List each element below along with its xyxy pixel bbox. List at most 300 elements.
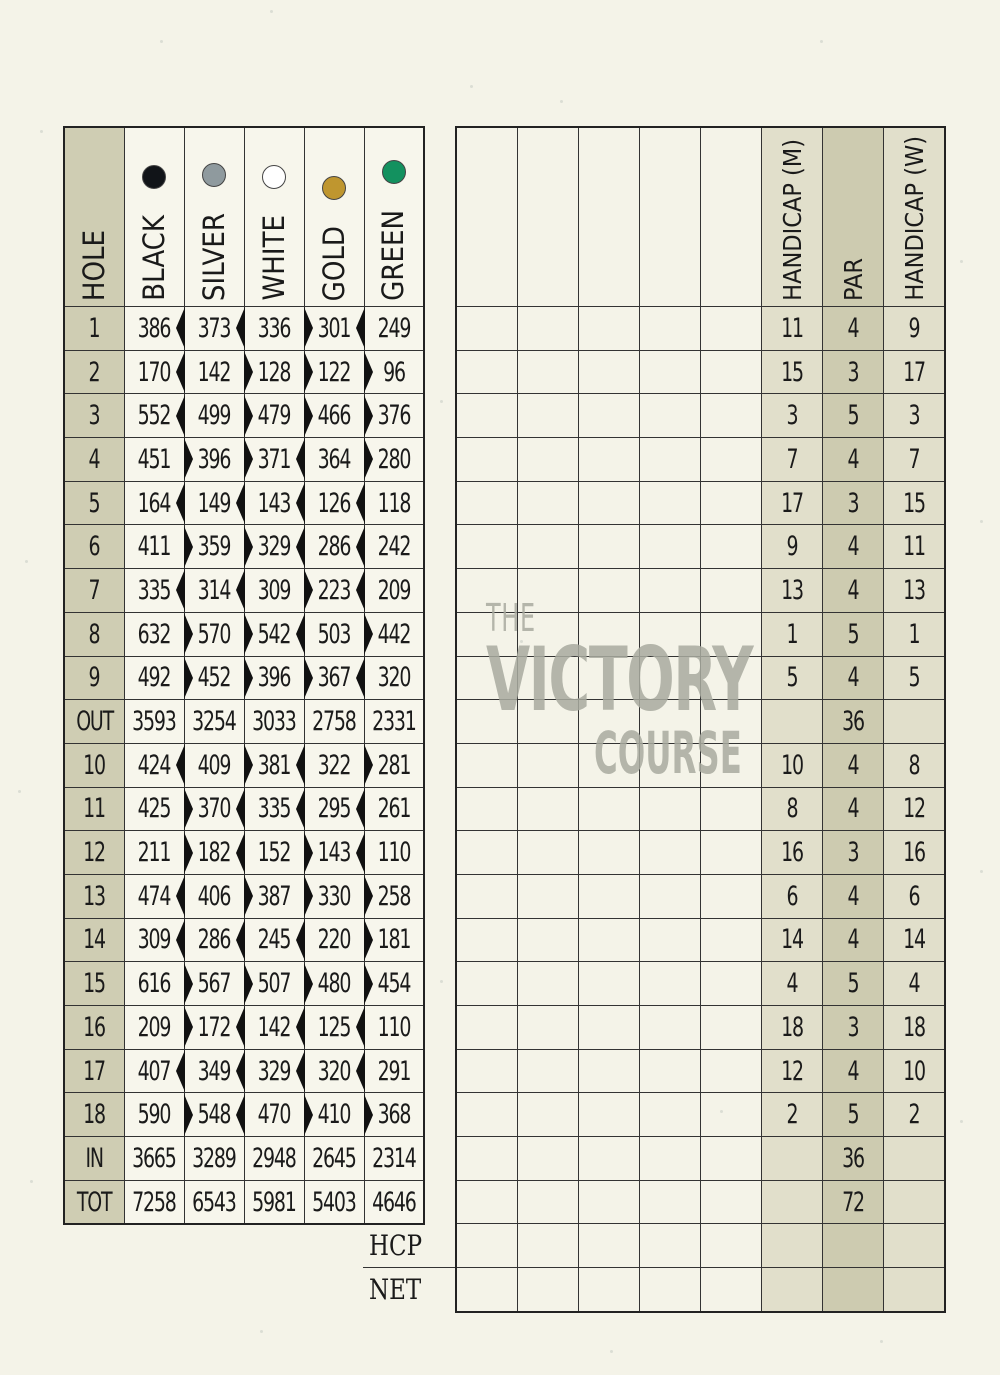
yardage-cell: 3033 [244, 700, 304, 744]
score-entry-cell[interactable] [518, 918, 579, 962]
yardage-cell: 329 [244, 1049, 304, 1093]
arrow-right-icon [364, 919, 373, 961]
score-entry-cell[interactable] [518, 1006, 579, 1050]
yardage-cell: 335 [124, 569, 184, 613]
score-row [456, 1006, 945, 1050]
paper-speck [160, 40, 163, 43]
score-entry-cell[interactable] [579, 1268, 640, 1312]
score-entry-cell[interactable] [579, 438, 640, 482]
arrow-right-icon [304, 657, 313, 699]
yardage-cell: 552 [124, 394, 184, 438]
score-entry-cell[interactable] [701, 743, 762, 787]
yardage-cell: 410 [304, 1093, 364, 1137]
yardage-cell: 616 [124, 962, 184, 1006]
handicap-men-cell: 9 [762, 525, 823, 569]
arrow-right-icon [184, 613, 193, 655]
paper-speck [440, 980, 443, 983]
score-entry-cell[interactable] [579, 831, 640, 875]
arrow-left-icon [296, 788, 305, 830]
score-entry-cell[interactable] [640, 525, 701, 569]
score-row [456, 918, 945, 962]
score-row [456, 1268, 945, 1312]
score-entry-cell[interactable] [640, 1049, 701, 1093]
score-entry-cell[interactable] [640, 350, 701, 394]
score-entry-cell[interactable] [579, 918, 640, 962]
arrow-left-icon [176, 569, 185, 611]
handicap-men-cell [762, 700, 823, 744]
arrow-right-icon [304, 1094, 313, 1136]
arrow-right-icon [364, 351, 373, 393]
arrow-left-icon [356, 526, 365, 568]
yardage-cell: 110 [364, 1006, 424, 1050]
score-entry-cell[interactable] [701, 700, 762, 744]
score-row [456, 962, 945, 1006]
score-entry-cell[interactable] [518, 1137, 579, 1181]
score-entry-cell[interactable] [579, 1137, 640, 1181]
score-entry-cell[interactable] [579, 1049, 640, 1093]
score-entry-cell[interactable] [701, 1268, 762, 1312]
score-entry-cell[interactable] [640, 394, 701, 438]
score-entry-cell[interactable] [640, 1093, 701, 1137]
paper-speck [30, 1180, 33, 1183]
score-entry-cell[interactable] [518, 438, 579, 482]
arrow-left-icon [356, 657, 365, 699]
player-name-cell[interactable] [701, 127, 762, 307]
yardage-cell: 3593 [124, 700, 184, 744]
handicap-women-cell: 11 [884, 525, 946, 569]
arrow-left-icon [176, 875, 185, 917]
arrow-right-icon [244, 963, 253, 1005]
yardage-cell: 181 [364, 918, 424, 962]
par-cell: 3 [823, 350, 884, 394]
score-entry-cell[interactable] [456, 874, 518, 918]
par-cell: 5 [823, 612, 884, 656]
yardage-cell: 370 [184, 787, 244, 831]
player-name-cell[interactable] [579, 127, 640, 307]
tee-marker-gold-icon [322, 176, 346, 200]
score-entry-cell[interactable] [640, 656, 701, 700]
arrow-right-icon [304, 569, 313, 611]
score-row [456, 525, 945, 569]
score-entry-cell[interactable] [456, 481, 518, 525]
handicap-men-cell: 1 [762, 612, 823, 656]
yardage-cell: 142 [184, 350, 244, 394]
arrow-right-icon [244, 744, 253, 786]
handicap-men-cell: 6 [762, 874, 823, 918]
score-entry-cell[interactable] [701, 1224, 762, 1268]
paper-speck [960, 260, 963, 263]
score-entry-cell[interactable] [518, 1268, 579, 1312]
yardage-cell: 396 [184, 438, 244, 482]
yardage-cell: 3665 [124, 1137, 184, 1181]
hole-number: 15 [64, 962, 124, 1006]
score-entry-cell[interactable] [518, 1049, 579, 1093]
yardage-cell: 143 [244, 481, 304, 525]
yardage-cell: 2331 [364, 700, 424, 744]
yardage-cell: 172 [184, 1006, 244, 1050]
score-entry-cell[interactable] [456, 350, 518, 394]
yardage-cell: 3289 [184, 1137, 244, 1181]
yardage-row [64, 394, 424, 438]
score-entry-cell[interactable] [456, 394, 518, 438]
handicap-women-cell [884, 1137, 946, 1181]
score-entry-cell[interactable] [518, 962, 579, 1006]
handicap-men-cell: 8 [762, 787, 823, 831]
arrow-right-icon [244, 395, 253, 437]
score-entry-cell[interactable] [456, 700, 518, 744]
score-entry-cell[interactable] [579, 569, 640, 613]
yardage-cell: 470 [244, 1093, 304, 1137]
score-entry-cell[interactable] [701, 1049, 762, 1093]
yardage-cell: 295 [304, 787, 364, 831]
handicap-men-cell [762, 1224, 823, 1268]
score-entry-cell[interactable] [701, 787, 762, 831]
score-entry-cell[interactable] [640, 307, 701, 351]
tee-marker-white-icon [262, 165, 286, 189]
yardage-cell: 182 [184, 831, 244, 875]
arrow-right-icon [244, 657, 253, 699]
arrow-right-icon [184, 438, 193, 480]
score-entry-cell[interactable] [456, 1006, 518, 1050]
hole-number: OUT [64, 700, 124, 744]
score-entry-cell[interactable] [518, 743, 579, 787]
score-entry-cell[interactable] [518, 656, 579, 700]
paper-speck [820, 40, 823, 43]
score-entry-cell[interactable] [701, 307, 762, 351]
score-entry-cell[interactable] [518, 394, 579, 438]
yardage-row [64, 1049, 424, 1093]
yardage-cell: 335 [244, 787, 304, 831]
arrow-right-icon [304, 395, 313, 437]
score-entry-cell[interactable] [456, 787, 518, 831]
score-entry-cell[interactable] [701, 1006, 762, 1050]
par-cell: 3 [823, 481, 884, 525]
arrow-right-icon [244, 438, 253, 480]
yardage-cell: 406 [184, 874, 244, 918]
par-cell: 4 [823, 743, 884, 787]
score-entry-cell[interactable] [701, 831, 762, 875]
score-entry-cell[interactable] [640, 743, 701, 787]
arrow-left-icon [356, 832, 365, 874]
par-cell: 4 [823, 525, 884, 569]
score-entry-cell[interactable] [579, 656, 640, 700]
score-entry-cell[interactable] [640, 787, 701, 831]
score-entry-cell[interactable] [701, 569, 762, 613]
hole-number: 18 [64, 1093, 124, 1137]
yardage-cell: 143 [304, 831, 364, 875]
score-entry-cell[interactable] [579, 1224, 640, 1268]
score-row [456, 874, 945, 918]
score-entry-cell[interactable] [701, 438, 762, 482]
handicap-women-cell: 17 [884, 350, 946, 394]
score-entry-cell[interactable] [701, 394, 762, 438]
score-entry-cell[interactable] [640, 569, 701, 613]
yardage-cell: 291 [364, 1049, 424, 1093]
score-entry-cell[interactable] [518, 787, 579, 831]
par-cell: 36 [823, 700, 884, 744]
score-entry-cell[interactable] [640, 1268, 701, 1312]
score-entry-cell[interactable] [701, 1093, 762, 1137]
yardage-row [64, 1006, 424, 1050]
course-logo-watermark: THE VICTORY COURSE [486, 596, 753, 787]
handicap-men-cell: 17 [762, 481, 823, 525]
yardage-row [64, 569, 424, 613]
yardage-cell: 286 [184, 918, 244, 962]
score-entry-cell[interactable] [579, 612, 640, 656]
hole-number: 4 [64, 438, 124, 482]
yardage-cell: 320 [364, 656, 424, 700]
score-entry-cell[interactable] [640, 481, 701, 525]
hole-number: 16 [64, 1006, 124, 1050]
score-entry-cell[interactable] [640, 831, 701, 875]
handicap-men-cell: 18 [762, 1006, 823, 1050]
arrow-left-icon [176, 307, 185, 349]
score-entry-cell[interactable] [640, 700, 701, 744]
score-entry-cell[interactable] [518, 1180, 579, 1224]
score-entry-cell[interactable] [640, 918, 701, 962]
arrow-right-icon [364, 744, 373, 786]
score-entry-cell[interactable] [579, 350, 640, 394]
score-entry-cell[interactable] [518, 350, 579, 394]
score-row [456, 1049, 945, 1093]
arrow-left-icon [236, 1094, 245, 1136]
score-entry-cell[interactable] [456, 307, 518, 351]
score-entry-cell[interactable] [456, 1268, 518, 1312]
handicap-women-cell: 9 [884, 307, 946, 351]
yardage-cell: 245 [244, 918, 304, 962]
arrow-right-icon [364, 1094, 373, 1136]
score-entry-cell[interactable] [640, 1006, 701, 1050]
score-entry-cell[interactable] [640, 612, 701, 656]
score-entry-cell[interactable] [701, 918, 762, 962]
score-entry-cell[interactable] [518, 831, 579, 875]
score-entry-cell[interactable] [579, 1006, 640, 1050]
score-entry-cell[interactable] [518, 307, 579, 351]
handicap-women-cell: 8 [884, 743, 946, 787]
score-row [456, 350, 945, 394]
arrow-right-icon [184, 657, 193, 699]
score-entry-cell[interactable] [456, 525, 518, 569]
score-entry-cell[interactable] [456, 1137, 518, 1181]
yardage-cell: 149 [184, 481, 244, 525]
yardage-row [64, 525, 424, 569]
yardage-cell: 209 [364, 569, 424, 613]
handicap-women-header: HANDICAP (W) [884, 127, 946, 307]
par-cell: 4 [823, 918, 884, 962]
handicap-men-cell: 16 [762, 831, 823, 875]
paper-speck [980, 520, 983, 523]
yardage-row [64, 1093, 424, 1137]
score-row [456, 481, 945, 525]
score-entry-cell[interactable] [579, 1180, 640, 1224]
score-entry-cell[interactable] [640, 1224, 701, 1268]
yardage-cell: 314 [184, 569, 244, 613]
tee-header-silver [184, 127, 244, 307]
arrow-left-icon [356, 307, 365, 349]
score-entry-cell[interactable] [701, 612, 762, 656]
yardage-cell: 249 [364, 307, 424, 351]
score-entry-cell[interactable] [456, 612, 518, 656]
par-cell: 4 [823, 787, 884, 831]
yardage-cell: 128 [244, 350, 304, 394]
yardage-cell: 126 [304, 481, 364, 525]
score-entry-cell[interactable] [640, 438, 701, 482]
handicap-women-cell: 2 [884, 1093, 946, 1137]
score-entry-cell[interactable] [518, 700, 579, 744]
score-entry-cell[interactable] [701, 481, 762, 525]
yardage-cell: 359 [184, 525, 244, 569]
score-entry-cell[interactable] [579, 787, 640, 831]
score-entry-cell[interactable] [579, 700, 640, 744]
tee-header-black [124, 127, 184, 307]
arrow-left-icon [236, 919, 245, 961]
handicap-women-cell: 10 [884, 1049, 946, 1093]
paper-speck [18, 790, 21, 793]
paper-speck [270, 10, 273, 13]
score-entry-cell[interactable] [701, 1180, 762, 1224]
player-name-cell[interactable] [456, 127, 518, 307]
tee-marker-green-icon [382, 160, 406, 184]
par-cell: 5 [823, 962, 884, 1006]
yardage-cell: 466 [304, 394, 364, 438]
arrow-left-icon [176, 351, 185, 393]
yardage-row [64, 1180, 424, 1224]
arrow-right-icon [244, 351, 253, 393]
score-entry-cell[interactable] [640, 1180, 701, 1224]
yardage-cell: 373 [184, 307, 244, 351]
score-entry-cell[interactable] [518, 874, 579, 918]
score-entry-cell[interactable] [579, 525, 640, 569]
arrow-right-icon [364, 395, 373, 437]
yardage-cell: 329 [244, 525, 304, 569]
arrow-right-icon [184, 1094, 193, 1136]
arrow-right-icon [184, 788, 193, 830]
player-name-cell[interactable] [640, 127, 701, 307]
score-entry-cell[interactable] [518, 1224, 579, 1268]
score-entry-cell[interactable] [640, 874, 701, 918]
score-entry-cell[interactable] [579, 394, 640, 438]
score-entry-cell[interactable] [579, 874, 640, 918]
score-entry-cell[interactable] [579, 962, 640, 1006]
par-cell: 4 [823, 307, 884, 351]
yardage-row [64, 874, 424, 918]
score-entry-cell[interactable] [579, 1093, 640, 1137]
yardage-cell: 376 [364, 394, 424, 438]
arrow-left-icon [296, 482, 305, 524]
yardage-row [64, 962, 424, 1006]
handicap-men-cell: 13 [762, 569, 823, 613]
score-entry-cell[interactable] [456, 438, 518, 482]
arrow-right-icon [184, 1006, 193, 1048]
score-entry-cell[interactable] [579, 307, 640, 351]
yardage-cell: 451 [124, 438, 184, 482]
yardage-cell: 322 [304, 743, 364, 787]
yardage-cell: 590 [124, 1093, 184, 1137]
yardage-cell: 349 [184, 1049, 244, 1093]
handicap-women-cell [884, 1268, 946, 1312]
score-entry-cell[interactable] [456, 656, 518, 700]
score-entry-cell[interactable] [701, 350, 762, 394]
score-entry-cell[interactable] [640, 1137, 701, 1181]
hole-number: IN [64, 1137, 124, 1181]
score-entry-cell[interactable] [701, 656, 762, 700]
score-row [456, 787, 945, 831]
arrow-right-icon [304, 963, 313, 1005]
yardage-cell: 309 [244, 569, 304, 613]
score-entry-cell[interactable] [579, 743, 640, 787]
score-row [456, 438, 945, 482]
score-entry-cell[interactable] [701, 525, 762, 569]
score-entry-cell[interactable] [701, 962, 762, 1006]
score-entry-cell[interactable] [640, 962, 701, 1006]
paper-speck [880, 1340, 883, 1343]
score-entry-cell[interactable] [456, 1049, 518, 1093]
yardage-cell: 371 [244, 438, 304, 482]
par-cell: 72 [823, 1180, 884, 1224]
score-entry-cell[interactable] [518, 569, 579, 613]
par-cell [823, 1268, 884, 1312]
arrow-right-icon [304, 875, 313, 917]
score-table [455, 126, 946, 1313]
yardage-cell: 499 [184, 394, 244, 438]
net-label: NET [369, 1273, 422, 1306]
yardage-cell: 223 [304, 569, 364, 613]
score-entry-cell[interactable] [518, 481, 579, 525]
score-entry-cell[interactable] [456, 743, 518, 787]
score-entry-cell[interactable] [701, 874, 762, 918]
score-entry-cell[interactable] [456, 962, 518, 1006]
score-entry-cell[interactable] [456, 1224, 518, 1268]
score-row [456, 656, 945, 700]
handicap-men-cell [762, 1137, 823, 1181]
tee-marker-silver-icon [202, 163, 226, 187]
paper-speck [960, 1120, 963, 1123]
arrow-left-icon [356, 569, 365, 611]
yardage-cell: 6543 [184, 1180, 244, 1224]
yardage-cell: 122 [304, 350, 364, 394]
paper-speck [980, 870, 983, 873]
hole-number: 14 [64, 918, 124, 962]
player-name-cell[interactable] [518, 127, 579, 307]
yardage-cell: 118 [364, 481, 424, 525]
score-entry-cell[interactable] [518, 525, 579, 569]
score-entry-cell[interactable] [518, 612, 579, 656]
handicap-men-cell: 2 [762, 1093, 823, 1137]
hole-number: 12 [64, 831, 124, 875]
score-entry-cell[interactable] [701, 1137, 762, 1181]
score-entry-cell[interactable] [456, 918, 518, 962]
handicap-women-cell: 13 [884, 569, 946, 613]
yardage-cell: 479 [244, 394, 304, 438]
score-entry-cell[interactable] [456, 1180, 518, 1224]
yardage-row [64, 438, 424, 482]
yardage-row [64, 743, 424, 787]
score-entry-cell[interactable] [518, 1093, 579, 1137]
yardage-cell: 548 [184, 1093, 244, 1137]
arrow-left-icon [236, 307, 245, 349]
yardage-row [64, 700, 424, 744]
yardage-cell: 2948 [244, 1137, 304, 1181]
score-entry-cell[interactable] [456, 831, 518, 875]
score-entry-cell[interactable] [579, 481, 640, 525]
arrow-right-icon [364, 613, 373, 655]
paper-speck [40, 130, 43, 133]
handicap-men-cell: 15 [762, 350, 823, 394]
score-entry-cell[interactable] [456, 569, 518, 613]
score-entry-cell[interactable] [456, 1093, 518, 1137]
yardage-cell: 261 [364, 787, 424, 831]
hole-header-label: HOLE [76, 229, 111, 301]
